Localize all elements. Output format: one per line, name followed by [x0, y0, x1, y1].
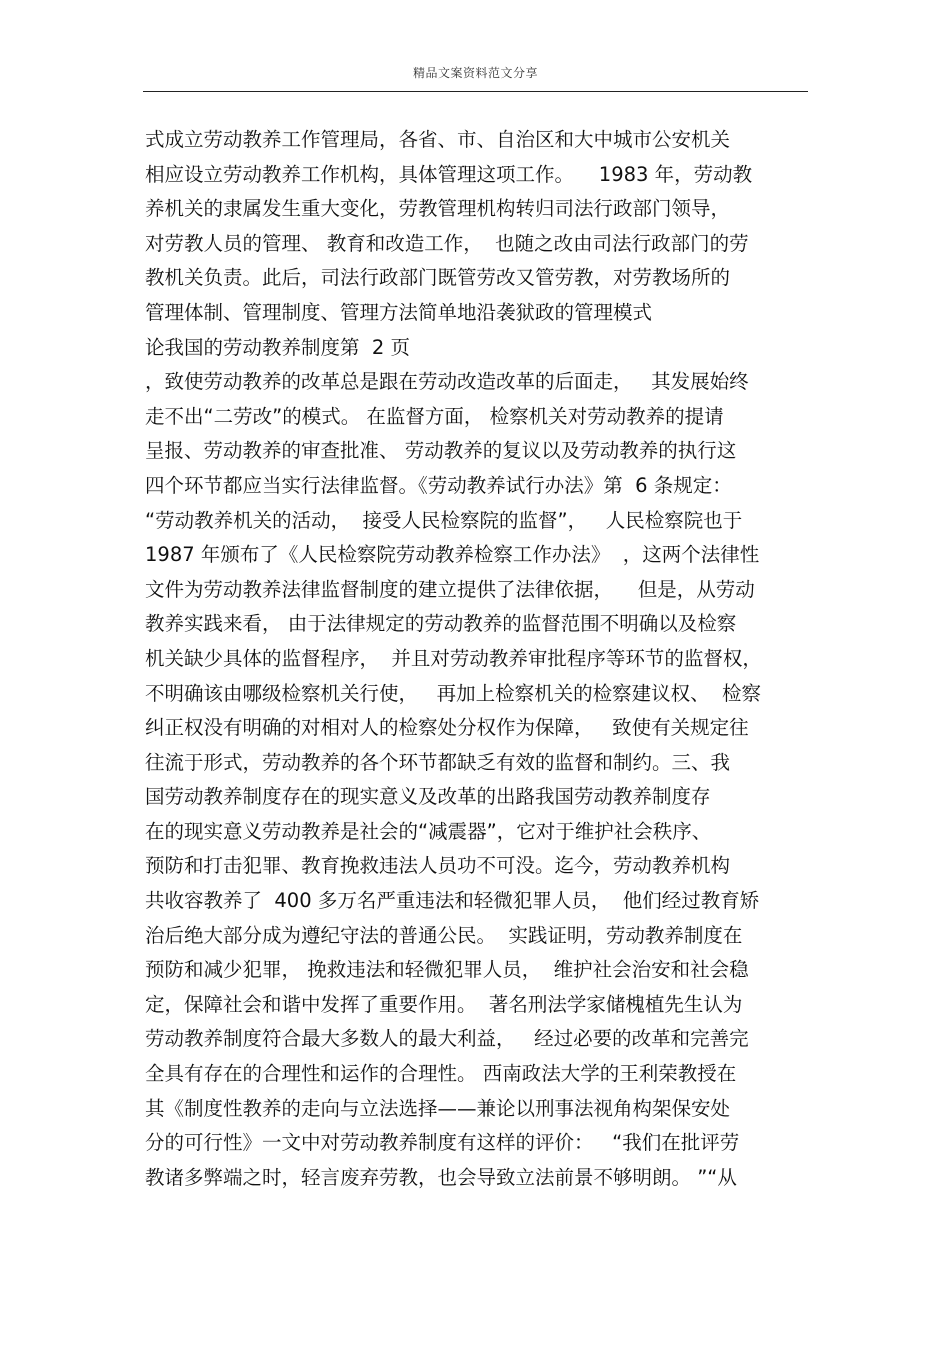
text-line: 文件为劳动教养法律监督制度的建立提供了法律依据， 但是，从劳动	[145, 577, 755, 601]
page-reference-line: 论我国的劳动教养制度第 2 页	[145, 335, 411, 359]
text-line: 治后绝大部分成为遵纪守法的普通公民。 实践证明，劳动教养制度在	[145, 923, 743, 947]
text-line: ，致使劳动教养的改革总是跟在劳动改造改革的后面走， 其发展始终	[145, 370, 749, 394]
text-line: 管理体制、管理制度、管理方法简单地沿袭狱政的管理模式	[145, 300, 653, 324]
text-line: 教机关负责。此后，司法行政部门既管劳改又管劳教，对劳教场所的	[145, 266, 731, 290]
text-line: 对劳教人员的管理、 教育和改造工作， 也随之改由司法行政部门的劳	[145, 231, 749, 255]
text-line: 呈报、劳动教养的审查批准、 劳动教养的复议以及劳动教养的执行这	[145, 439, 737, 463]
text-line: 不明确该由哪级检察机关行使， 再加上检察机关的检察建议权、 检察	[145, 681, 761, 705]
text-line: 共收容教养了 400 多万名严重违法和轻微犯罪人员， 他们经过教育矫	[145, 889, 760, 913]
text-line: 国劳动教养制度存在的现实意义及改革的出路我国劳动教养制度存	[145, 785, 711, 809]
text-line: 全具有存在的合理性和运作的合理性。 西南政法大学的王利荣教授在	[145, 1062, 737, 1086]
text-line: 1987 年颁布了《人民检察院劳动教养检察工作办法》 ，这两个法律性	[145, 543, 760, 567]
header-divider	[143, 91, 808, 92]
text-line: 教养实践来看， 由于法律规定的劳动教养的监督范围不明确以及检察	[145, 612, 737, 636]
text-line: 四个环节都应当实行法律监督。《劳动教养试行办法》第 6 条规定：	[145, 473, 732, 497]
text-line: 养机关的隶属发生重大变化，劳教管理机构转归司法行政部门领导，	[145, 197, 731, 221]
text-line: 劳动教养制度符合最大多数人的最大利益， 经过必要的改革和完善完	[145, 1027, 749, 1051]
text-line: 纠正权没有明确的对相对人的检察处分权作为保障， 致使有关规定往	[145, 716, 749, 740]
page-header: 精品文案资料范文分享	[412, 66, 538, 80]
text-line: 式成立劳动教养工作管理局，各省、市、自治区和大中城市公安机关	[145, 128, 731, 151]
text-line: 预防和减少犯罪， 挽救违法和轻微犯罪人员， 维护社会治安和社会稳	[145, 958, 749, 982]
text-line: “劳动教养机关的活动， 接受人民检察院的监督”， 人民检察院也于	[145, 508, 743, 532]
text-line: 在的现实意义劳动教养是社会的“减震器”，它对于维护社会秩序、	[145, 819, 712, 843]
text-line: 往流于形式，劳动教养的各个环节都缺乏有效的监督和制约。三、我	[145, 750, 731, 774]
text-line: 走不出“二劳改”的模式。 在监督方面， 检察机关对劳动教养的提请	[145, 404, 724, 428]
text-line: 相应设立劳动教养工作机构，具体管理这项工作。 1983 年，劳动教	[145, 162, 753, 186]
document-body	[145, 123, 810, 1195]
text-line: 机关缺少具体的监督程序， 并且对劳动教养审批程序等环节的监督权，	[145, 646, 762, 670]
text-line: 其《制度性教养的走向与立法选择——兼论以刑事法视角构架保安处	[145, 1096, 731, 1120]
text-line: 教诸多弊端之时，轻言废弃劳教，也会导致立法前景不够明朗。 ”“从	[145, 1165, 737, 1189]
text-line: 预防和打击犯罪、教育挽救违法人员功不可没。迄今，劳动教养机构	[145, 854, 731, 878]
text-line: 定，保障社会和谐中发挥了重要作用。 著名刑法学家储槐植先生认为	[145, 992, 743, 1016]
text-line: 分的可行性》一文中对劳动教养制度有这样的评价： “我们在批评劳	[145, 1131, 740, 1155]
